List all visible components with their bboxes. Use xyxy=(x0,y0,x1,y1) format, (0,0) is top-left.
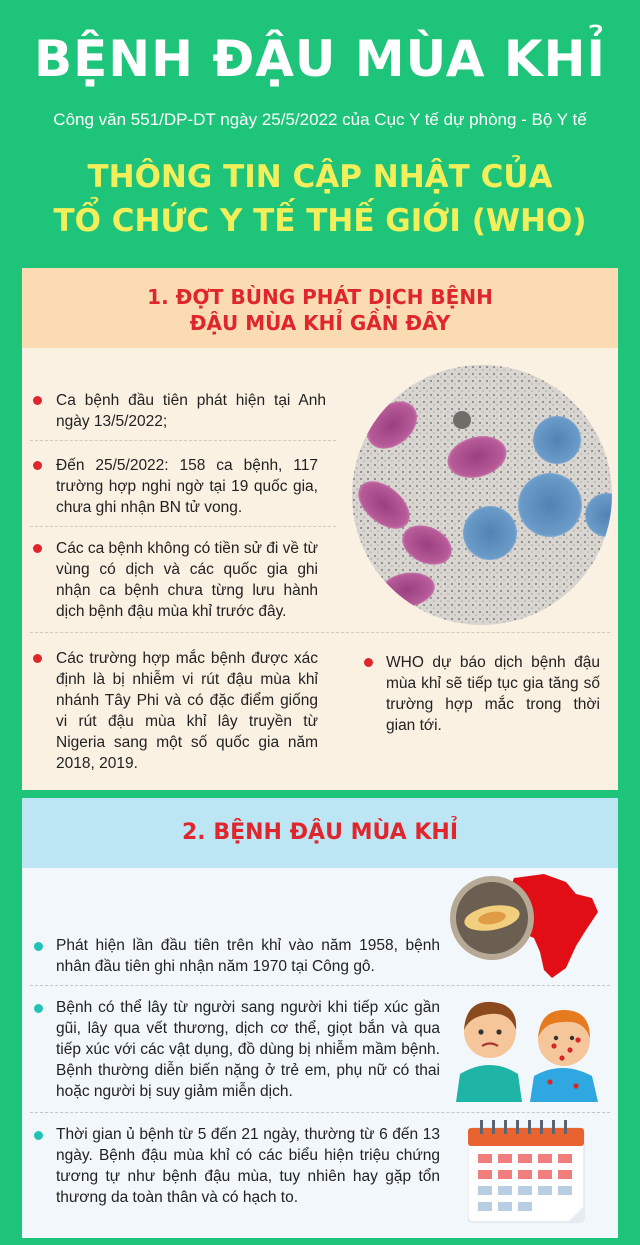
bullet-dot xyxy=(33,654,42,663)
section-outbreak-title-line-2: ĐẬU MÙA KHỈ GẦN ĐÂY xyxy=(189,311,451,335)
bullet-dot xyxy=(33,396,42,405)
header xyxy=(0,0,640,268)
bullet-dot xyxy=(34,1004,43,1013)
outbreak-item-2: Đến 25/5/2022: 158 ca bệnh, 117 trường hợp nghi ngờ tại 19 quốc gia, chưa ghi nhận BN tử vong. xyxy=(56,457,318,516)
disease-item-3: Thời gian ủ bệnh từ 5 đến 21 ngày, thường từ 6 đến 13 ngày. Bệnh đậu mùa khỉ có các biểu hiện triệu chứng tương tự như bệnh đậu mùa, tuy nhiên hay gặp tổn thương da toàn thân và có hạch to. xyxy=(56,1126,440,1206)
disease-item-1: Phát hiện lần đầu tiên trên khỉ vào năm 1958, bệnh nhân đầu tiên ghi nhận năm 1970 tại Công gô. xyxy=(56,937,440,975)
divider xyxy=(30,1112,610,1113)
virus-micrograph-image xyxy=(352,365,612,625)
outbreak-item-5: WHO dự báo dịch bệnh đậu mùa khỉ sẽ tiếp tục gia tăng số trường hợp mắc trong thời gian tới. xyxy=(386,654,600,734)
divider xyxy=(30,985,610,986)
page-title: BỆNH ĐẬU MÙA KHỈ xyxy=(33,30,607,88)
sick-people-icon xyxy=(452,990,602,1102)
outbreak-item-1: Ca bệnh đầu tiên phát hiện tại Anh ngày 13/5/2022; xyxy=(56,392,326,430)
section-outbreak-title xyxy=(22,284,618,336)
disease-item-2: Bệnh có thể lây từ người sang người khi tiếp xúc gần gũi, lây qua vết thương, dịch cơ thể, giọt bắn và qua tiếp xúc với các vật dụng, đồ dùng bị nhiễm mầm bệnh. Bệnh thường diễn biến nặng ở trẻ em, phụ nữ có thai hoặc người bị suy giảm miễn dịch. xyxy=(56,999,440,1100)
document-reference: Công văn 551/DP-DT ngày 25/5/2022 của Cục Y tế dự phòng - Bộ Y tế xyxy=(53,110,587,129)
subtitle-line-2: TỔ CHỨC Y TẾ THẾ GIỚI (WHO) xyxy=(53,203,587,239)
bullet-dot xyxy=(364,658,373,667)
bullet-dot xyxy=(33,461,42,470)
bullet-dot xyxy=(34,942,43,951)
section-disease-title: 2. BỆNH ĐẬU MÙA KHỈ xyxy=(182,820,458,845)
divider xyxy=(30,440,336,441)
subtitle-line-1: THÔNG TIN CẬP NHẬT CỦA xyxy=(87,159,553,195)
subtitle xyxy=(0,155,640,243)
outbreak-item-4: Các trường hợp mắc bệnh được xác định là bị nhiễm vi rút đậu mùa khỉ nhánh Tây Phi và có đặc điểm giống vi rút đậu mùa khỉ lây truyền từ Nigeria sang một số quốc gia năm 2018, 2019. xyxy=(56,650,318,772)
outbreak-item-3: Các ca bệnh không có tiền sử đi về từ vùng có dịch và các quốc gia ghi nhận ca bệnh chưa từng lưu hành dịch bệnh đậu mùa khỉ trước đây. xyxy=(56,540,319,620)
bullet-dot xyxy=(33,544,42,553)
divider xyxy=(30,526,336,527)
bullet-dot xyxy=(34,1131,43,1140)
calendar-icon xyxy=(468,1120,588,1224)
africa-map-icon xyxy=(448,872,604,980)
divider xyxy=(30,632,610,633)
section-outbreak-title-line-1: 1. ĐỢT BÙNG PHÁT DỊCH BỆNH xyxy=(147,285,493,309)
